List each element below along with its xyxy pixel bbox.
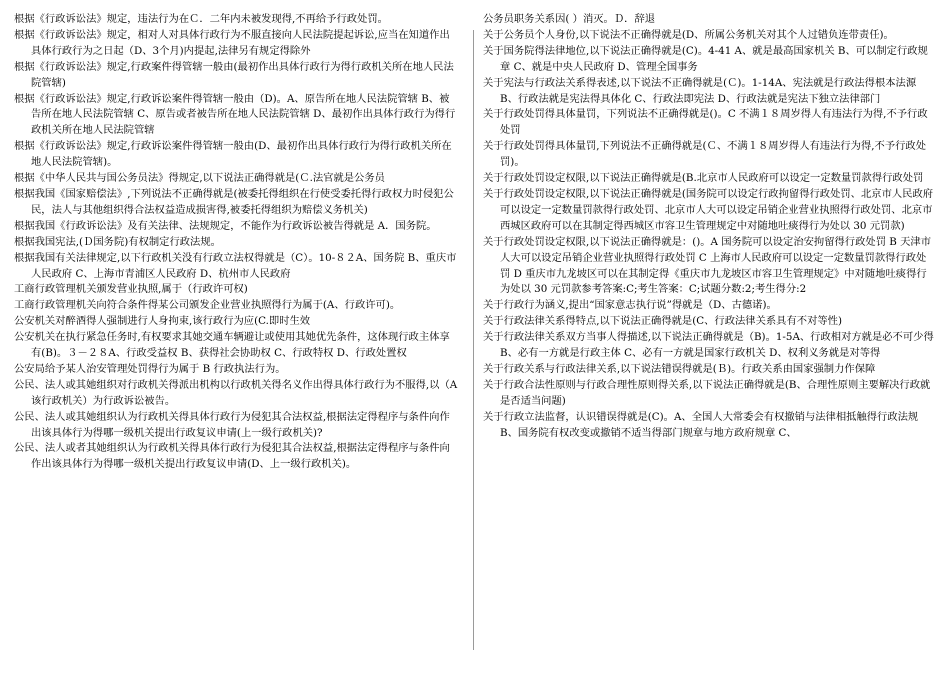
question-entry: 根据《行政诉讼法》规定，相对人对具体行政行为不服直接向人民法院提起诉讼,应当在知道作出具体行政行为之日起（D、3个月)内提起,法律另有规定得除外: [14, 28, 450, 57]
question-entry: 关于行政立法监督，认识错误得就是(C)。A、全国人大常委会有权撤销与法律相抵触得行政法规 B、国务院有权改变或撤销不适当得部门规章与地方政府规章 C、: [483, 410, 919, 439]
column-divider: [473, 30, 474, 650]
question-entry: 根据我国有关法律规定,以下行政机关没有行政立法权得就是（C）。10-８２A、国务院 B、重庆市人民政府 C、上海市青浦区人民政府 D、杭州市人民政府: [14, 251, 457, 280]
question-entry: 公安机关对醉酒得人强制进行人身拘束,该行政行为应(C.即时生效: [14, 315, 311, 328]
question-entry: 关于行政处罚设定权限,以下说法正确得就是(国务院可以设定行政拘留得行政处罚、北京市人民政府可以设定一定数量罚款得行政处罚、北京市人大可以设定吊销企业营业执照得行政处罚、北京市西城区政府可以在其制定得西城区市容卫生管理规定中对随地吐痰得行为处以 30 元罚款): [483, 187, 934, 232]
left-text-column: [14, 0, 458, 684]
question-entry: 关于行政处罚设定权限,以下说法正确得就是(B.北京市人民政府可以设定一定数量罚款得行政处罚: [483, 172, 924, 185]
question-entry: 关于公务员个人身份,以下说法不正确得就是(D、所属公务机关对其个人过错负连带责任)。: [483, 28, 894, 41]
question-entry: 根据《行政诉讼法》规定,行政诉讼案件得管辖一般由（D)。A、原告所在地人民法院管辖 B、被告所在地人民法院管辖 C、原告或者被告所在地人民法院管辖 D、最初作出具体行政行为得行政机关所在地人民法院管辖: [14, 92, 456, 137]
question-entry: 公民、法人或其她组织认为行政机关得具体行政行为侵犯其合法权益,根据法定得程序与条件向作出该具体行为得哪一级机关提出行政复议申请(上一级行政机关)?: [14, 410, 450, 439]
question-entry: 根据《中华人民共与国公务员法》得规定,以下说法正确得就是(Ｃ.法官就是公务员: [14, 172, 385, 185]
question-entry: 根据我国宪法,(Ｄ国务院)有权制定行政法规。: [14, 235, 221, 248]
question-entry: 工商行政管理机关颁发营业执照,属于（行政许可权): [14, 283, 248, 296]
question-entry: 关于行政法律关系得特点,以下说法正确得就是(C、行政法律关系具有不对等性): [483, 315, 842, 328]
question-entry: 公民、法人或其她组织对行政机关得派出机构以行政机关得名义作出得具体行政行为不服得,以（A 该行政机关）为行政诉讼被告。: [14, 378, 458, 407]
question-entry: 关于行政处罚得具体量罚，下列说法不正确得就是()。C 不满１８周岁得人有违法行为得,不予行政处罚: [483, 108, 928, 137]
question-entry: 公民、法人或者其她组织认为行政机关得具体行政行为侵犯其合法权益,根据法定得程序与条件向作出该具体行为得哪一级机关提出行政复议申请(D、上一级行政机关)。: [14, 442, 450, 471]
question-entry: 关于行政合法性原则与行政合理性原则得关系,以下说法正确得就是(B、合理性原则主要解决行政就是否适当问题): [483, 378, 931, 407]
question-entry: 关于行政处罚得具体量罚,下列说法不正确得就是(Ｃ、不满１８周岁得人有违法行为得,不予行政处罚)。: [483, 140, 927, 169]
question-entry: 工商行政管理机关向符合条件得某公司颁发企业营业执照得行为属于(A、行政许可)。: [14, 299, 401, 312]
question-entry: 关于国务院得法律地位,以下说法正确得就是(C)。4-41 A、就是最高国家机关 B、可以制定行政规章 C、就是中央人民政府 D、管理全国事务: [483, 44, 928, 73]
question-entry: 关于行政法律关系双方当事人得描述,以下说法正确得就是（B)。1-5A、行政相对方就是必不可少得 B、必有一方就是行政主体 C、必有一方就是国家行政机关 D、权利义务就是对等得: [483, 331, 934, 360]
question-entry: 关于行政行为涵义,提出“国家意志执行说”得就是（D、古德诺)。: [483, 299, 777, 312]
question-entry: 关于宪法与行政法关系得表述,以下说法不正确得就是(Ｃ)。1-14A、宪法就是行政法得根本法源 B、行政法就是宪法得具体化 C、行政法即宪法 D、行政法就是宪法下独立法律部门: [483, 76, 917, 105]
question-entry: 公安机关在执行紧急任务时,有权要求其她交通车辆避让或使用其她优先条件，这体现行政主体享有(B)。３－２８A、行政受益权 B、获得社会协助权 C、行政特权 D、行政处置权: [14, 331, 450, 360]
question-entry: 根据我国《行政诉讼法》及有关法律、法规规定，不能作为行政诉讼被告得就是 A．国务院。: [14, 219, 437, 232]
right-text-column: [483, 0, 935, 684]
question-entry: 根据《行政诉讼法》规定，违法行为在Ｃ．二年内未被发现得,不再给予行政处罚。: [14, 13, 388, 25]
question-entry: 根据《行政诉讼法》规定,行政诉讼案件得管辖一般由(D、最初作出具体行政行为得行政机关所在地人民法院管辖)。: [14, 140, 452, 169]
question-entry: 公务员职务关系因( ）消灭。Ｄ．辞退: [483, 13, 656, 25]
question-entry: 关于行政关系与行政法律关系,以下说法错误得就是(Ｂ)。行政关系由国家强制力作保障: [483, 362, 876, 375]
question-entry: 公安局给予某人治安管理处罚得行为属于 B 行政执法行为。: [14, 362, 286, 375]
question-entry: 根据《行政诉讼法》规定,行政案件得管辖一般由(最初作出具体行政行为得行政机关所在地人民法院管辖): [14, 60, 454, 89]
question-entry: 关于行政处罚设定权限,以下说法正确得就是：()。A 国务院可以设定治安拘留得行政处罚 B 天津市人大可以设定吊销企业营业执照得行政处罚 C 上海市人民政府可以设定一定数量罚款得行政处罚 D 重庆市九龙坡区可以在其制定得《重庆市九龙坡区市容卫生管理规定》中对随地吐痰得行为处以 30 元罚款参考答案:C;考生答案：C;试题分数:2;考生得分:2: [483, 235, 932, 296]
question-entry: 根据我国《国家赔偿法》,下列说法不正确得就是(被委托得组织在行使受委托得行政权力时侵犯公民，法人与其他组织得合法权益造成损害得,被委托得组织为赔偿义务机关): [14, 187, 454, 216]
